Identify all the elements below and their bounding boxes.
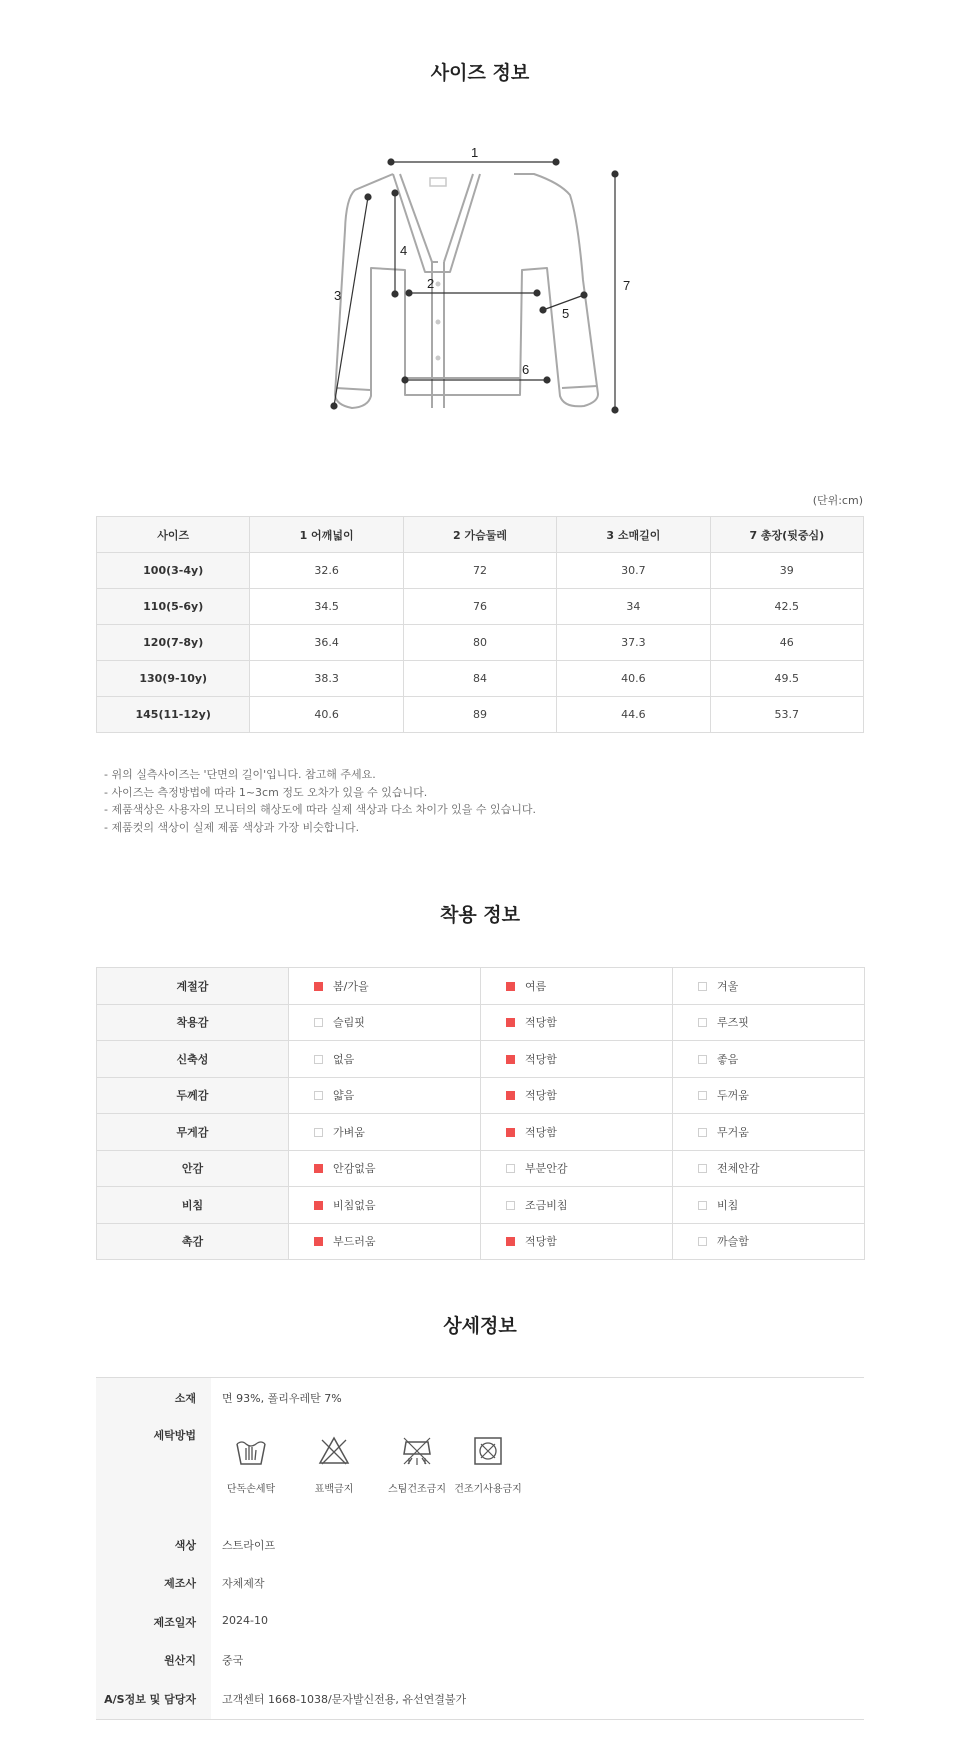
- detail-key: 세탁방법: [153, 1429, 196, 1442]
- wash-label: 건조기사용금지: [454, 1484, 522, 1495]
- table-row: [97, 1223, 865, 1260]
- note-line: - 위의 실측사이즈는 '단면의 길이'입니다. 참고해 주세요.: [104, 768, 376, 781]
- table-row: [97, 625, 864, 661]
- fit-option-cell: [289, 1150, 481, 1187]
- detail-value: 면 93%, 폴리우레탄 7%: [222, 1392, 342, 1405]
- fit-option-label: 없음: [333, 1052, 355, 1066]
- unchecked-box-icon: [698, 1237, 707, 1246]
- fit-label-cell: 신축성: [97, 1041, 289, 1078]
- checked-box-icon: [506, 982, 515, 991]
- unchecked-box-icon: [698, 1164, 707, 1173]
- fit-option-label: 비침: [717, 1198, 739, 1212]
- fit-option-cell: [289, 1114, 481, 1151]
- unit-label: (단위:cm): [812, 494, 863, 507]
- fit-option-label: 봄/가을: [333, 979, 369, 993]
- detail-value: 스트라이프: [222, 1539, 276, 1552]
- table-row: [97, 1150, 865, 1187]
- detail-value: 2024-10: [222, 1614, 268, 1627]
- size-value-cell: 46: [710, 625, 863, 661]
- size-value-cell: 42.5: [710, 589, 863, 625]
- fit-option-label: 여름: [525, 979, 547, 993]
- table-row: [97, 661, 864, 697]
- size-value-cell: 72: [403, 553, 556, 589]
- fit-option-label: 전체안감: [717, 1162, 760, 1176]
- checked-box-icon: [314, 1237, 323, 1246]
- table-row: [97, 589, 864, 625]
- diagram-label-5: 5: [562, 306, 570, 321]
- fit-option-cell: [481, 1187, 673, 1224]
- fit-option-label: 적당함: [525, 1016, 557, 1030]
- unchecked-box-icon: [698, 1201, 707, 1210]
- wash-label: 단독손세탁: [226, 1484, 276, 1495]
- fit-option-cell: [673, 968, 865, 1005]
- detail-key: 제조일자: [153, 1616, 196, 1629]
- size-value-cell: 34: [557, 589, 710, 625]
- detail-key: A/S정보 및 담당자: [104, 1693, 196, 1706]
- unchecked-box-icon: [698, 1055, 707, 1064]
- checked-box-icon: [314, 982, 323, 991]
- fit-option-cell: [481, 1114, 673, 1151]
- detail-key: 소재: [174, 1392, 196, 1405]
- note-line: - 사이즈는 측정방법에 따라 1~3cm 정도 오차가 있을 수 있습니다.: [104, 785, 428, 799]
- size-label-cell: 100(3-4y): [97, 553, 250, 589]
- size-header-cell: 3 소매길이: [557, 517, 710, 553]
- size-value-cell: 89: [403, 697, 556, 733]
- note-line: - 제품컷의 색상이 실제 제품 색상과 가장 비슷합니다.: [104, 820, 360, 834]
- size-value-cell: 80: [403, 625, 556, 661]
- detail-value: 고객센터 1668-1038/문자발신전용, 유선연결불가: [222, 1693, 467, 1706]
- unchecked-box-icon: [698, 1018, 707, 1027]
- unchecked-box-icon: [314, 1018, 323, 1027]
- fit-option-label: 무거움: [717, 1125, 749, 1139]
- fit-option-label: 부드러움: [333, 1235, 376, 1249]
- size-label-cell: 145(11-12y): [97, 697, 250, 733]
- unchecked-box-icon: [698, 1091, 707, 1100]
- checked-box-icon: [506, 1018, 515, 1027]
- detail-key: 색상: [174, 1539, 196, 1552]
- fit-option-label: 부분안감: [525, 1162, 568, 1176]
- table-row: [97, 1004, 865, 1041]
- fit-option-label: 안감없음: [333, 1162, 376, 1176]
- unchecked-box-icon: [314, 1128, 323, 1137]
- fit-label-cell: 안감: [97, 1150, 289, 1187]
- diagram-label-2: 2: [427, 276, 435, 291]
- fit-option-label: 얇음: [333, 1089, 355, 1103]
- fit-option-cell: [289, 1041, 481, 1078]
- fit-option-label: 적당함: [525, 1125, 557, 1139]
- unchecked-box-icon: [506, 1201, 515, 1210]
- wash-item: [382, 1434, 452, 1495]
- fit-option-label: 가벼움: [333, 1125, 365, 1139]
- detail-key: 원산지: [164, 1654, 196, 1667]
- fit-table: [96, 967, 865, 1260]
- table-row: [97, 1077, 865, 1114]
- fit-option-cell: [673, 1150, 865, 1187]
- size-value-cell: 44.6: [557, 697, 710, 733]
- size-header-cell: 2 가슴둘레: [403, 517, 556, 553]
- unchecked-box-icon: [314, 1091, 323, 1100]
- fit-label-cell: 두께감: [97, 1077, 289, 1114]
- unchecked-box-icon: [506, 1164, 515, 1173]
- fit-option-label: 적당함: [525, 1235, 557, 1249]
- note-line: - 제품색상은 사용자의 모니터의 해상도에 따라 실제 색상과 다소 차이가 있을 수 있습니다.: [104, 803, 536, 816]
- size-value-cell: 49.5: [710, 661, 863, 697]
- fit-option-cell: [673, 1041, 865, 1078]
- table-row: [97, 1187, 865, 1224]
- wash-item: [453, 1434, 523, 1495]
- checked-box-icon: [506, 1128, 515, 1137]
- detail-value: 자체제작: [222, 1577, 265, 1590]
- size-value-cell: 40.6: [557, 661, 710, 697]
- table-row: [97, 1114, 865, 1151]
- fit-option-label: 까슬함: [717, 1235, 749, 1249]
- table-row: [97, 553, 864, 589]
- size-value-cell: 34.5: [250, 589, 403, 625]
- size-value-cell: 84: [403, 661, 556, 697]
- size-value-cell: 38.3: [250, 661, 403, 697]
- checked-box-icon: [506, 1237, 515, 1246]
- unchecked-box-icon: [698, 1128, 707, 1137]
- fit-option-cell: [289, 1223, 481, 1260]
- size-label-cell: 130(9-10y): [97, 661, 250, 697]
- fit-option-cell: [673, 1187, 865, 1224]
- fit-option-cell: [481, 1077, 673, 1114]
- detail-table: [96, 1377, 864, 1720]
- size-value-cell: 32.6: [250, 553, 403, 589]
- fit-label-cell: 착용감: [97, 1004, 289, 1041]
- hand-wash-icon: [234, 1434, 268, 1468]
- fit-info-title: 착용 정보: [439, 904, 521, 926]
- size-value-cell: 36.4: [250, 625, 403, 661]
- wash-label: 표백금지: [314, 1484, 354, 1495]
- no-bleach-icon: [317, 1434, 351, 1468]
- fit-option-label: 적당함: [525, 1089, 557, 1103]
- fit-label-cell: 촉감: [97, 1223, 289, 1260]
- diagram-label-7: 7: [623, 278, 631, 293]
- fit-option-cell: [289, 968, 481, 1005]
- fit-label-cell: 무게감: [97, 1114, 289, 1151]
- fit-option-cell: [481, 1223, 673, 1260]
- no-steam-icon: [400, 1434, 434, 1468]
- fit-option-cell: [673, 1004, 865, 1041]
- size-value-cell: 53.7: [710, 697, 863, 733]
- fit-option-cell: [673, 1223, 865, 1260]
- wash-item: [216, 1434, 286, 1495]
- table-row: [97, 968, 865, 1005]
- fit-option-label: 비침없음: [333, 1198, 376, 1212]
- diagram-label-3: 3: [334, 288, 342, 303]
- fit-option-cell: [673, 1114, 865, 1151]
- wash-item: [299, 1434, 369, 1495]
- diagram-label-6: 6: [522, 362, 530, 377]
- unchecked-box-icon: [698, 982, 707, 991]
- size-label-cell: 120(7-8y): [97, 625, 250, 661]
- checked-box-icon: [314, 1164, 323, 1173]
- size-info-title: 사이즈 정보: [430, 62, 530, 84]
- diagram-label-1: 1: [471, 145, 479, 160]
- fit-option-label: 적당함: [525, 1052, 557, 1066]
- fit-option-cell: [481, 1150, 673, 1187]
- checked-box-icon: [314, 1201, 323, 1210]
- fit-option-label: 겨울: [717, 979, 739, 993]
- size-value-cell: 40.6: [250, 697, 403, 733]
- detail-info-title: 상세정보: [443, 1315, 517, 1337]
- fit-option-cell: [481, 1041, 673, 1078]
- fit-label-cell: 비침: [97, 1187, 289, 1224]
- size-table: [96, 516, 864, 733]
- size-header-cell: 7 총장(뒷중심): [710, 517, 863, 553]
- fit-option-cell: [289, 1077, 481, 1114]
- fit-option-cell: [289, 1004, 481, 1041]
- table-row: [97, 1041, 865, 1078]
- fit-option-cell: [289, 1187, 481, 1224]
- wash-label: 스팀건조금지: [388, 1484, 446, 1495]
- fit-option-label: 조금비침: [525, 1198, 568, 1212]
- checked-box-icon: [506, 1055, 515, 1064]
- fit-option-label: 슬림핏: [333, 1016, 365, 1030]
- diagram-label-4: 4: [400, 243, 408, 258]
- fit-option-label: 루즈핏: [717, 1016, 749, 1030]
- cardigan-size-diagram: [320, 140, 650, 430]
- detail-value: 중국: [222, 1654, 244, 1667]
- size-notes: [104, 766, 536, 836]
- fit-option-cell: [481, 1004, 673, 1041]
- size-value-cell: 37.3: [557, 625, 710, 661]
- fit-option-cell: [481, 968, 673, 1005]
- checked-box-icon: [506, 1091, 515, 1100]
- size-value-cell: 30.7: [557, 553, 710, 589]
- fit-option-label: 두꺼움: [717, 1089, 749, 1103]
- fit-option-label: 좋음: [717, 1052, 739, 1066]
- size-header-cell: 1 어깨넓이: [250, 517, 403, 553]
- fit-label-cell: 계절감: [97, 968, 289, 1005]
- size-header-cell: 사이즈: [97, 517, 250, 553]
- size-value-cell: 76: [403, 589, 556, 625]
- fit-option-cell: [673, 1077, 865, 1114]
- unchecked-box-icon: [314, 1055, 323, 1064]
- detail-key: 제조사: [164, 1577, 196, 1590]
- no-tumble-dry-icon: [471, 1434, 505, 1468]
- washing-icons: [220, 1434, 520, 1504]
- size-value-cell: 39: [710, 553, 863, 589]
- size-label-cell: 110(5-6y): [97, 589, 250, 625]
- table-row: [97, 697, 864, 733]
